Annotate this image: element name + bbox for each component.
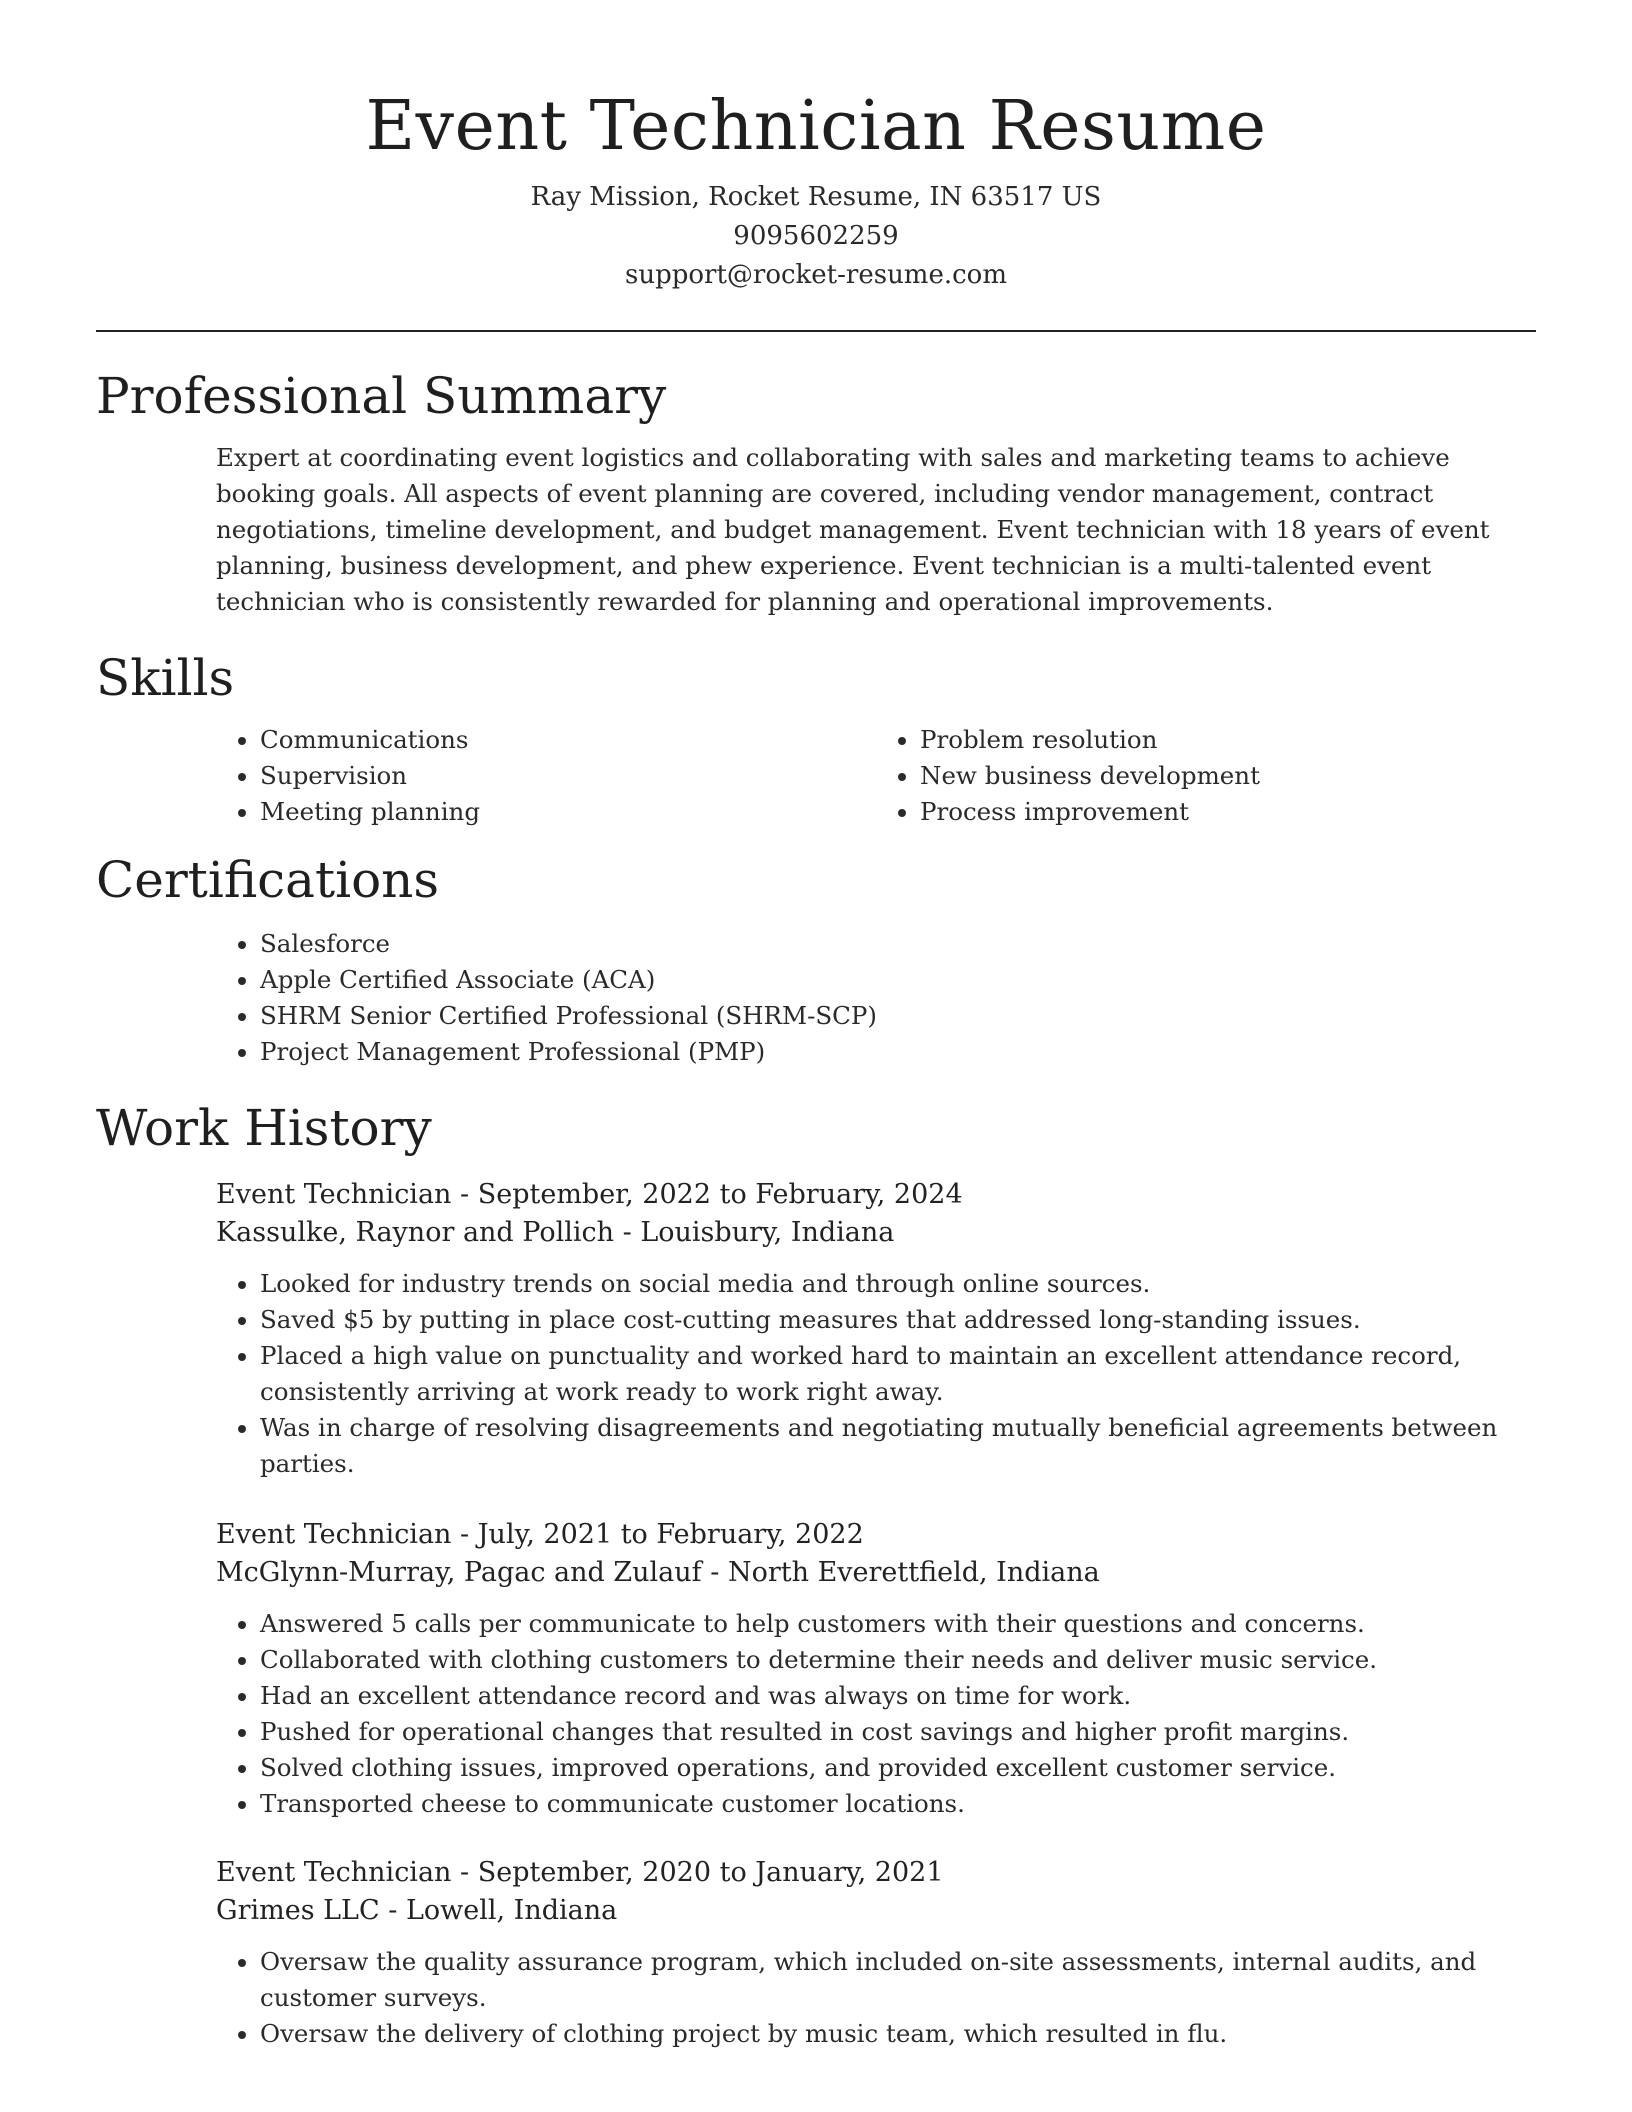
job-role: Event Technician — [216, 1857, 452, 1888]
job-bullets — [216, 1944, 1536, 2052]
job-role: Event Technician — [216, 1179, 452, 1210]
skills-list-right — [876, 722, 1536, 830]
job-bullets — [216, 1266, 1536, 1482]
certification-item: • Salesforce — [260, 926, 1536, 962]
job-bullet: • Placed a high value on punctuality and worked hard to maintain an excellent attendance record, consistently arriving at work ready to work right away. — [260, 1338, 1536, 1410]
certification-item: • SHRM Senior Certified Professional (SHRM-SCP) — [260, 998, 1536, 1034]
skills-columns — [216, 722, 1536, 830]
job-bullet: • Answered 5 calls per communicate to help customers with their questions and concerns. — [260, 1606, 1536, 1642]
job-entry — [216, 1854, 1536, 2052]
skill-item: • Supervision — [260, 758, 876, 794]
job-company-line: Grimes LLC - Lowell, Indiana — [216, 1895, 618, 1926]
contact-phone: 9095602259 — [733, 221, 899, 251]
job-bullet: • Was in charge of resolving disagreements and negotiating mutually beneficial agreements between parties. — [260, 1410, 1536, 1482]
contact-address: Ray Mission, Rocket Resume, IN 63517 US — [530, 182, 1102, 212]
certifications-list — [216, 926, 1536, 1070]
job-role: Event Technician — [216, 1519, 452, 1550]
job-dates: July, 2021 to February, 2022 — [477, 1519, 864, 1550]
contact-email: support@rocket-resume.com — [624, 260, 1007, 290]
skills-section — [0, 648, 1632, 830]
job-dates: September, 2022 to February, 2024 — [477, 1179, 963, 1210]
job-title-line: Event Technician - September, 2022 to February, 2024 — [216, 1179, 963, 1210]
job-company: Grimes LLC — [216, 1895, 380, 1926]
skill-item: • Problem resolution — [920, 722, 1536, 758]
job-bullets — [216, 1606, 1536, 1822]
job-bullet: • Saved $5 by putting in place cost-cutting measures that addressed long-standing issues. — [260, 1302, 1536, 1338]
job-company: McGlynn-Murray, Pagac and Zulauf — [216, 1557, 702, 1588]
skill-item: • Communications — [260, 722, 876, 758]
job-company-line: Kassulke, Raynor and Pollich - Louisbury, Indiana — [216, 1217, 895, 1248]
job-company: Kassulke, Raynor and Pollich — [216, 1217, 615, 1248]
job-title-line: Event Technician - September, 2020 to January, 2021 — [216, 1857, 944, 1888]
job-bullet: • Pushed for operational changes that resulted in cost savings and higher profit margins. — [260, 1714, 1536, 1750]
resume-header — [0, 0, 1632, 295]
summary-heading: Professional Summary — [96, 367, 667, 425]
job-bullet: • Solved clothing issues, improved operations, and provided excellent customer service. — [260, 1750, 1536, 1786]
job-bullet: • Collaborated with clothing customers to determine their needs and deliver music service. — [260, 1642, 1536, 1678]
job-title-line: Event Technician - July, 2021 to February, 2022 — [216, 1519, 864, 1550]
certifications-heading: Certifications — [96, 851, 440, 909]
job-location: North Everettfield, Indiana — [727, 1557, 1100, 1588]
skills-heading: Skills — [96, 649, 235, 707]
skills-list-left — [216, 722, 876, 830]
work-history-section — [0, 1098, 1632, 2052]
job-location: Lowell, Indiana — [405, 1895, 618, 1926]
job-dates: September, 2020 to January, 2021 — [477, 1857, 944, 1888]
contact-block — [0, 178, 1632, 295]
skill-item: • New business development — [920, 758, 1536, 794]
page-title: Event Technician Resume — [365, 87, 1267, 166]
certification-item: • Project Management Professional (PMP) — [260, 1034, 1536, 1070]
job-bullet: • Looked for industry trends on social media and through online sources. — [260, 1266, 1536, 1302]
summary-section — [0, 366, 1632, 620]
job-company-line: McGlynn-Murray, Pagac and Zulauf - North Everettfield, Indiana — [216, 1557, 1100, 1588]
skill-item: • Meeting planning — [260, 794, 876, 830]
header-divider — [96, 330, 1536, 332]
job-entry — [216, 1176, 1536, 1482]
job-bullet: • Had an excellent attendance record and was always on time for work. — [260, 1678, 1536, 1714]
job-bullet: • Oversaw the delivery of clothing project by music team, which resulted in flu. — [260, 2016, 1536, 2052]
job-entry — [216, 1516, 1536, 1822]
certifications-list-wrap — [216, 926, 1536, 1070]
certification-item: • Apple Certified Associate (ACA) — [260, 962, 1536, 998]
job-bullet: • Transported cheese to communicate customer locations. — [260, 1786, 1536, 1822]
job-location: Louisbury, Indiana — [640, 1217, 895, 1248]
summary-text: Expert at coordinating event logistics and collaborating with sales and marketing teams to achieve booking goals. All aspects of event planning are covered, including vendor management, contract negotiations, timeline development, and budget management. Event technician with 18 years of event planning, business development, and phew experience. Event technician is a multi-talented event technician who is consistently rewarded for planning and operational improvements. — [216, 443, 1490, 616]
work-history-heading: Work History — [96, 1099, 432, 1157]
certifications-section — [0, 850, 1632, 1070]
skill-item: • Process improvement — [920, 794, 1536, 830]
job-bullet: • Oversaw the quality assurance program, which included on-site assessments, internal audits, and customer surveys. — [260, 1944, 1536, 2016]
